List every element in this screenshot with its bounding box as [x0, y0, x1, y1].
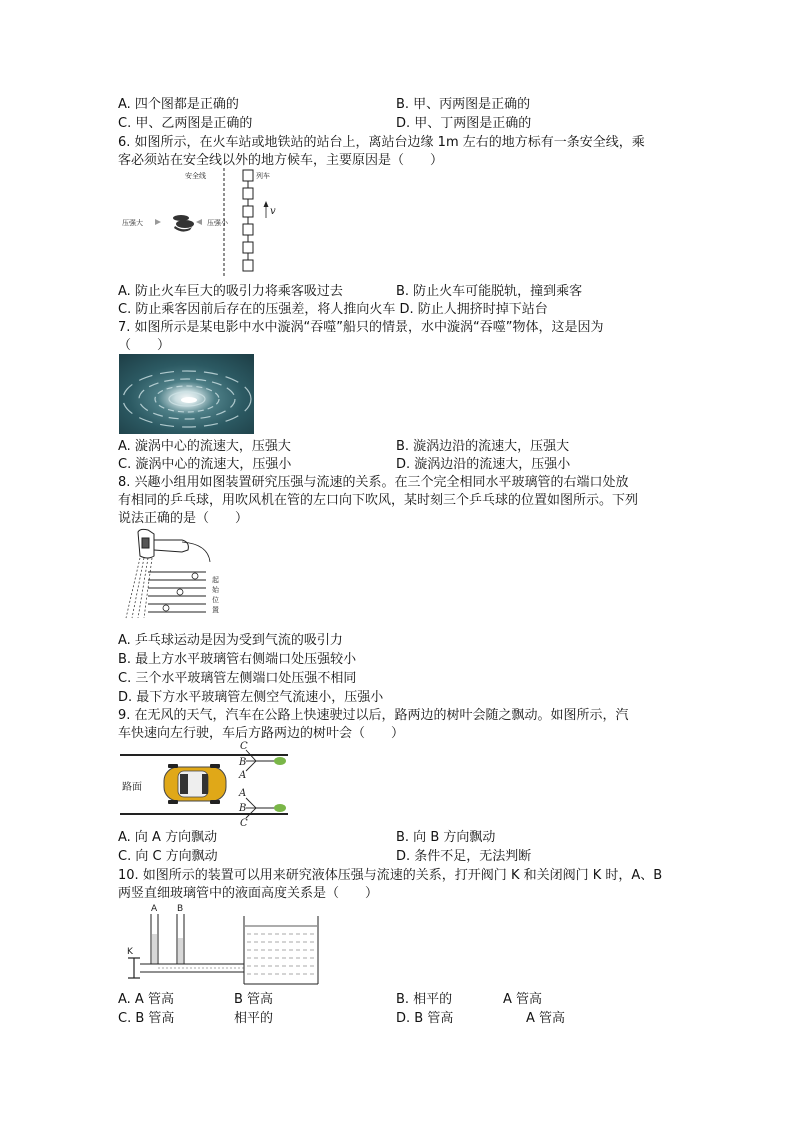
q10-option-a-part1: A. A 管高 [118, 992, 174, 1007]
ping-pong-ball [192, 573, 198, 579]
q6-train-label: 列车 [256, 172, 270, 180]
q9-direction-b: B [239, 757, 247, 768]
leaf-icon [274, 757, 286, 765]
q8-label-char: 位 [212, 596, 219, 604]
q8-option-a: A. 乒乓球运动是因为受到气流的吸引力 [118, 633, 343, 648]
q10-option-b-part1: B. 相平的 [396, 992, 453, 1007]
q9-option-b: B. 向 B 方向飘动 [396, 830, 496, 845]
q5-option-c: C. 甲、乙两图是正确的 [118, 116, 253, 131]
hair-dryer-icon [138, 529, 210, 562]
q6-train-icon [243, 170, 253, 271]
q7-whirlpool-photo [119, 354, 254, 434]
ping-pong-ball [163, 605, 169, 611]
q7-option-a: A. 漩涡中心的流速大，压强大 [118, 439, 291, 454]
q10-option-c-part2: 相平的 [234, 1011, 274, 1026]
q7-option-d: D. 漩涡边沿的流速大，压强小 [396, 457, 571, 472]
valve-k-icon [128, 958, 140, 978]
q9-road-label: 路面 [122, 782, 142, 793]
q9-direction-b: B [239, 803, 247, 814]
q9-direction-c: C [240, 818, 248, 828]
q8-option-c: C. 三个水平玻璃管左侧端口处压强不相同 [118, 671, 357, 686]
q7-option-c: C. 漩涡中心的流速大，压强小 [118, 457, 292, 472]
q6-stem-line1: 6. 如图所示，在火车站或地铁站的站台上，离站台边缘 1m 左右的地方标有一条安全线，乘 [118, 135, 645, 150]
q9-stem-line1: 9. 在无风的天气，汽车在公路上快速驶过以后，路两边的树叶会随之飘动。如图所示，汽 [118, 708, 629, 723]
q6-safety-line-label: 安全线 [185, 172, 206, 180]
q10-tube-a-label: A [151, 904, 158, 914]
q5-option-a: A. 四个图都是正确的 [118, 97, 239, 112]
q10-stem-line1: 10. 如图所示的装置可以用来研究液体压强与流速的关系，打开阀门 K 和关闭阀门 K 时，A、B [118, 868, 663, 883]
q8-label-char: 置 [212, 606, 219, 614]
q8-label-char: 始 [212, 586, 219, 594]
car-icon [164, 764, 226, 804]
q9-direction-c: C [240, 741, 248, 752]
q9-option-a: A. 向 A 方向飘动 [118, 830, 218, 845]
q6-pressure-small-label: 压强小 [207, 219, 228, 227]
q6-option-a: A. 防止火车巨大的吸引力将乘客吸过去 [118, 284, 343, 299]
q7-stem-line2: （ ） [118, 338, 171, 353]
q9-stem-line2: 车快速向左行驶，车后方路两边的树叶会（ ） [118, 726, 405, 741]
q6-stem-line2: 客必须站在安全线以外的地方候车，主要原因是（ ） [118, 153, 444, 168]
q10-option-d-part1: D. B 管高 [396, 1011, 454, 1026]
q9-direction-a: A [239, 770, 247, 781]
q10-option-c-part1: C. B 管高 [118, 1011, 175, 1026]
q8-figure [118, 526, 228, 626]
person-icon [173, 215, 194, 232]
q10-valve-k-label: K [127, 947, 133, 957]
q5-option-d: D. 甲、丁两图是正确的 [396, 116, 532, 131]
q6-option-cd: C. 防止乘客因前后存在的压强差，将人推向火车 D. 防止人拥挤时掉下站台 [118, 302, 548, 317]
q9-option-c: C. 向 C 方向飘动 [118, 849, 218, 864]
arrow-left-icon [196, 219, 202, 225]
q10-figure [118, 902, 328, 988]
q9-option-d: D. 条件不足，无法判断 [396, 849, 532, 864]
q6-pressure-big-label: 压强大 [122, 219, 143, 227]
q5-option-b: B. 甲、丙两图是正确的 [396, 97, 531, 112]
q10-option-a-part2: B 管高 [234, 992, 274, 1007]
q10-option-d-part2: A 管高 [526, 1011, 566, 1026]
q9-figure [118, 738, 293, 828]
ping-pong-ball [177, 589, 183, 595]
arrow-right-icon [155, 219, 161, 225]
q6-velocity-label: v [270, 206, 276, 217]
q7-stem-line1: 7. 如图所示是某电影中水中漩涡“吞噬”船只的情景，水中漩涡“吞噬”物体，这是因为 [118, 320, 604, 335]
q10-tube-b-label: B [177, 904, 184, 914]
q10-option-b-part2: A 管高 [503, 992, 543, 1007]
q10-stem-line2: 两竖直细玻璃管中的液面高度关系是（ ） [118, 886, 379, 901]
q8-stem-line1: 8. 兴趣小组用如图装置研究压强与流速的关系。在三个完全相同水平玻璃管的右端口处放 [118, 475, 629, 490]
q8-label-char: 起 [212, 576, 219, 584]
leaf-icon [274, 804, 286, 812]
q8-option-b: B. 最上方水平玻璃管右侧端口处压强较小 [118, 652, 357, 667]
q6-figure [118, 166, 288, 278]
q7-option-b: B. 漩涡边沿的流速大，压强大 [396, 439, 570, 454]
q6-option-b: B. 防止火车可能脱轨，撞到乘客 [396, 284, 583, 299]
q8-option-d: D. 最下方水平玻璃管左侧空气流速小，压强小 [118, 690, 384, 705]
q8-stem-line2: 有相同的乒乓球，用吹风机在管的左口向下吹风，某时刻三个乒乓球的位置如图所示。下列 [118, 493, 639, 508]
q9-direction-a: A [239, 788, 247, 799]
q8-stem-line3: 说法正确的是（ ） [118, 511, 249, 526]
